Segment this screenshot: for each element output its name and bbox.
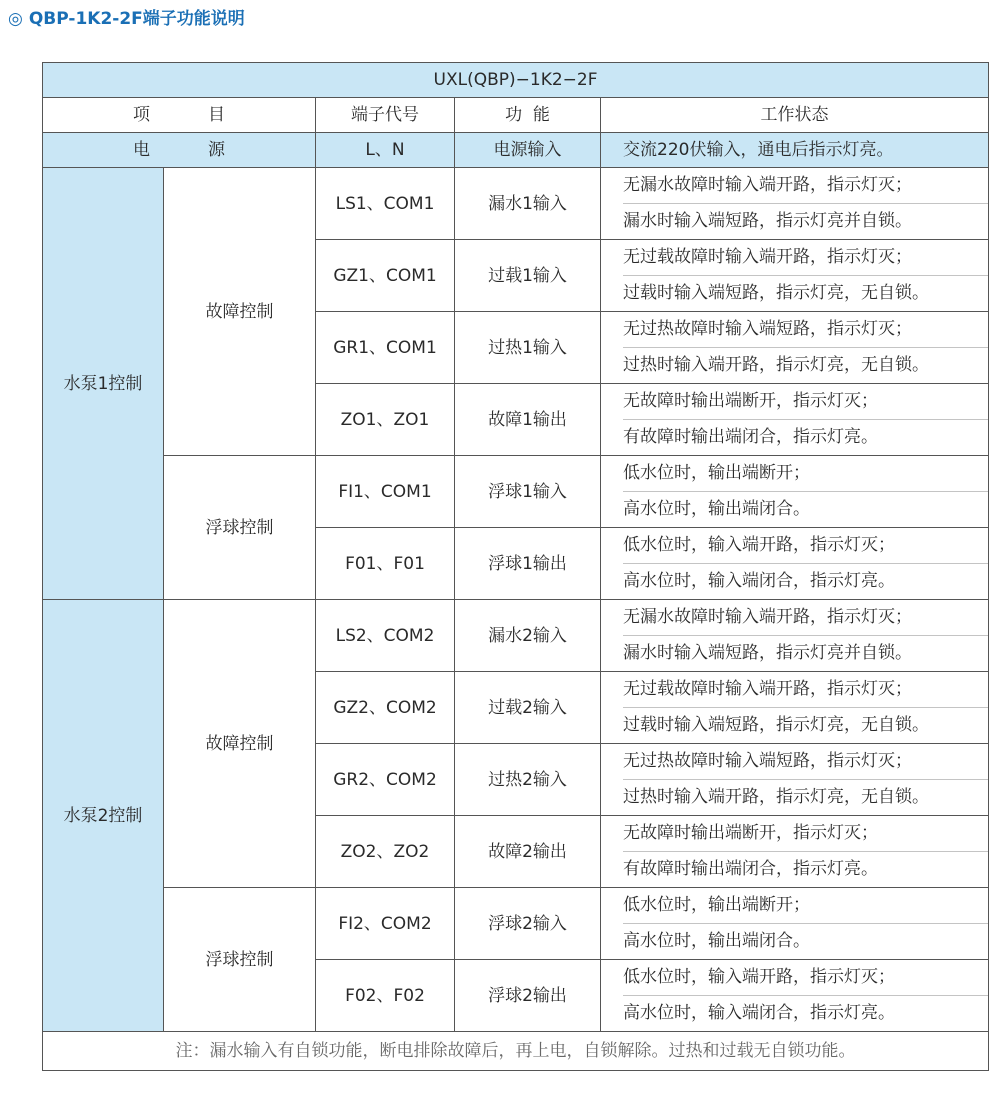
status-line-2: 过热时输入端开路，指示灯亮，无自锁。 xyxy=(623,355,929,375)
status-line-1: 无漏水故障时输入端开路，指示灯灭； xyxy=(623,168,988,204)
power-item-a: 电 xyxy=(133,140,150,160)
terminal-cell: LS1、COM1 xyxy=(316,168,455,240)
function-cell: 过载1输入 xyxy=(455,240,601,312)
terminal-cell: GR1、COM1 xyxy=(316,312,455,384)
header-function: 功 能 xyxy=(455,98,601,133)
table-row xyxy=(43,600,989,672)
header-item-a: 项 xyxy=(133,105,150,125)
function-cell: 过载2输入 xyxy=(455,672,601,744)
function-cell: 漏水1输入 xyxy=(455,168,601,240)
power-item-b: 源 xyxy=(208,140,225,160)
table-row xyxy=(43,168,989,240)
terminal-cell: GZ1、COM1 xyxy=(316,240,455,312)
subgroup-label: 故障控制 xyxy=(164,168,316,456)
function-cell: 故障2输出 xyxy=(455,816,601,888)
status-line-2: 有故障时输出端闭合，指示灯亮。 xyxy=(623,427,878,447)
status-cell xyxy=(601,168,989,240)
terminal-cell: F02、F02 xyxy=(316,960,455,1032)
status-cell xyxy=(601,888,989,960)
status-line-1: 低水位时，输入端开路，指示灯灭； xyxy=(623,960,988,996)
status-cell xyxy=(601,384,989,456)
group-label: 水泵2控制 xyxy=(43,600,164,1032)
table-title: UXL(QBP)−1K2−2F xyxy=(43,63,989,98)
status-line-2: 高水位时，输入端闭合，指示灯亮。 xyxy=(623,571,895,591)
status-line-1: 无过载故障时输入端开路，指示灯灭； xyxy=(623,672,988,708)
power-item xyxy=(43,133,316,168)
terminal-cell: F01、F01 xyxy=(316,528,455,600)
status-cell xyxy=(601,816,989,888)
status-cell xyxy=(601,456,989,528)
function-cell: 过热1输入 xyxy=(455,312,601,384)
function-cell: 浮球1输出 xyxy=(455,528,601,600)
function-cell: 浮球1输入 xyxy=(455,456,601,528)
page-title: QBP-1K2-2F端子功能说明 xyxy=(28,9,245,29)
status-line-2: 高水位时，输出端闭合。 xyxy=(623,931,810,951)
status-cell xyxy=(601,960,989,1032)
subgroup-label: 浮球控制 xyxy=(164,456,316,600)
status-line-1: 低水位时，输入端开路，指示灯灭； xyxy=(623,528,988,564)
status-line-1: 无过热故障时输入端短路，指示灯灭； xyxy=(623,744,988,780)
function-cell: 浮球2输入 xyxy=(455,888,601,960)
terminal-cell: ZO2、ZO2 xyxy=(316,816,455,888)
table-row xyxy=(43,888,989,960)
function-cell: 过热2输入 xyxy=(455,744,601,816)
subgroup-label: 浮球控制 xyxy=(164,888,316,1032)
terminal-cell: FI2、COM2 xyxy=(316,888,455,960)
power-status: 交流220伏输入，通电后指示灯亮。 xyxy=(601,133,989,168)
group-label: 水泵1控制 xyxy=(43,168,164,600)
status-line-1: 无过载故障时输入端开路，指示灯灭； xyxy=(623,240,988,276)
status-line-2: 高水位时，输出端闭合。 xyxy=(623,499,810,519)
terminal-cell: LS2、COM2 xyxy=(316,600,455,672)
function-cell: 漏水2输入 xyxy=(455,600,601,672)
table-row xyxy=(43,456,989,528)
power-function: 电源输入 xyxy=(455,133,601,168)
status-cell xyxy=(601,672,989,744)
header-item xyxy=(43,98,316,133)
status-cell xyxy=(601,528,989,600)
status-line-1: 无过热故障时输入端短路，指示灯灭； xyxy=(623,312,988,348)
header-item-b: 目 xyxy=(208,105,225,125)
status-line-1: 无故障时输出端断开，指示灯灭； xyxy=(623,816,988,852)
header-terminal: 端子代号 xyxy=(316,98,455,133)
terminal-cell: FI1、COM1 xyxy=(316,456,455,528)
function-cell: 浮球2输出 xyxy=(455,960,601,1032)
status-line-2: 过载时输入端短路，指示灯亮，无自锁。 xyxy=(623,283,929,303)
subgroup-label: 故障控制 xyxy=(164,600,316,888)
status-line-2: 有故障时输出端闭合，指示灯亮。 xyxy=(623,859,878,879)
terminal-cell: GZ2、COM2 xyxy=(316,672,455,744)
terminal-function-table xyxy=(42,62,989,1071)
power-terminal: L、N xyxy=(316,133,455,168)
status-line-1: 无漏水故障时输入端开路，指示灯灭； xyxy=(623,600,988,636)
status-cell xyxy=(601,240,989,312)
status-line-2: 过载时输入端短路，指示灯亮，无自锁。 xyxy=(623,715,929,735)
circle-mark-icon: ◎ xyxy=(8,9,23,29)
status-line-1: 低水位时，输出端断开； xyxy=(623,888,988,924)
status-line-2: 漏水时输入端短路，指示灯亮并自锁。 xyxy=(623,211,912,231)
page-heading xyxy=(8,4,245,34)
header-status: 工作状态 xyxy=(601,98,989,133)
status-cell xyxy=(601,600,989,672)
terminal-cell: GR2、COM2 xyxy=(316,744,455,816)
status-line-2: 漏水时输入端短路，指示灯亮并自锁。 xyxy=(623,643,912,663)
status-cell xyxy=(601,744,989,816)
status-cell xyxy=(601,312,989,384)
status-line-1: 低水位时，输出端断开； xyxy=(623,456,988,492)
status-line-1: 无故障时输出端断开，指示灯灭； xyxy=(623,384,988,420)
table-note: 注：漏水输入有自锁功能，断电排除故障后，再上电，自锁解除。过热和过载无自锁功能。 xyxy=(43,1032,989,1071)
status-line-2: 过热时输入端开路，指示灯亮，无自锁。 xyxy=(623,787,929,807)
function-cell: 故障1输出 xyxy=(455,384,601,456)
terminal-cell: ZO1、ZO1 xyxy=(316,384,455,456)
status-line-2: 高水位时，输入端闭合，指示灯亮。 xyxy=(623,1003,895,1023)
